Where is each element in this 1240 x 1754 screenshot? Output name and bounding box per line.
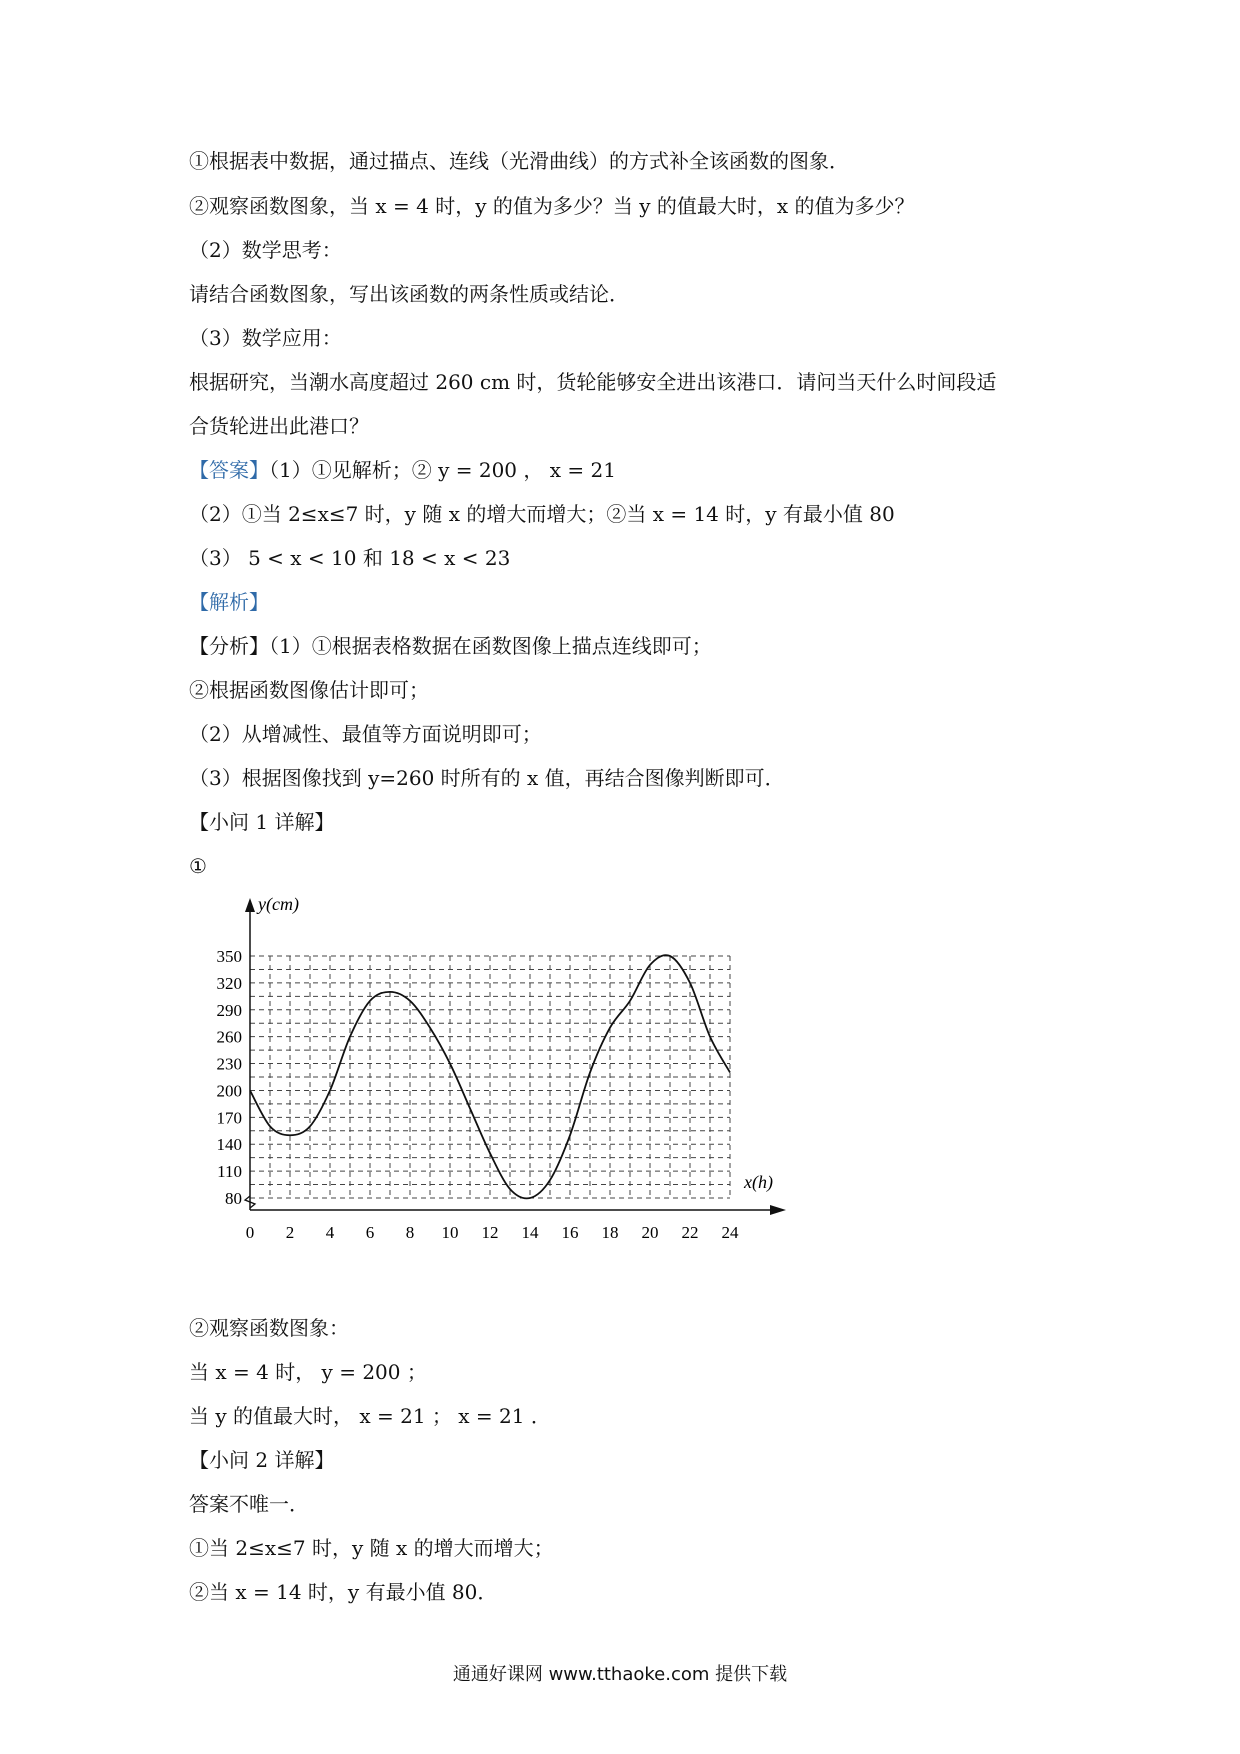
analysis-line-2: ②根据函数图像估计即可； [189,678,429,702]
after-chart-line-4: 【小问 2 详解】 [189,1448,335,1472]
x-tick-label: 14 [521,1223,539,1242]
answer-label: 【答案】 [189,458,269,482]
y-axis-arrow [245,898,255,912]
x-tick-label: 18 [601,1223,619,1242]
x-tick-label: 22 [681,1223,699,1242]
analysis-line-3: （2）从增减性、最值等方面说明即可； [189,722,542,746]
x-tick-label: 0 [245,1223,255,1242]
x-axis-arrow [770,1205,786,1215]
text-line-4: 请结合函数图象，写出该函数的两条性质或结论． [189,282,629,306]
x-tick-label: 8 [405,1223,415,1242]
x-tick-label: 12 [481,1223,499,1242]
after-chart-line-6: ①当 2≤x≤7 时，y 随 x 的增大而增大； [189,1536,554,1560]
y-axis-label: y(cm) [258,894,299,914]
after-chart-line-5: 答案不唯一． [189,1492,309,1516]
answer-part-2: （2）①当 2≤x≤7 时，y 随 x 的增大而增大；②当 x = 14 时，y 有最小值 80 [189,502,895,526]
text-line-1: ①根据表中数据，通过描点、连线（光滑曲线）的方式补全该函数的图象． [189,149,849,173]
x-tick-label: 24 [721,1223,739,1242]
analysis-line-1: 【分析】（1）①根据表格数据在函数图像上描点连线即可； [189,634,712,658]
analysis-line-6: ① [189,854,207,878]
after-chart-line-7: ②当 x = 14 时，y 有最小值 80． [189,1580,498,1604]
y-tick-label: 140 [216,1135,242,1155]
text-line-2: ②观察函数图象，当 x = 4 时，y 的值为多少？当 y 的值最大时，x 的值为多少？ [189,194,915,218]
answer-part-3: （3） 5 < x < 10 和 18 < x < 23 [189,546,511,570]
analysis-line-4: （3）根据图像找到 y=260 时所有的 x 值，再结合图像判断即可． [189,766,785,790]
x-tick-label: 2 [285,1223,295,1242]
y-tick-label: 320 [216,973,242,993]
text-line-6: 根据研究，当潮水高度超过 260 cm 时，货轮能够安全进出该港口．请问当天什么时间段适 [189,370,997,394]
after-chart-line-3: 当 y 的值最大时， x = 21 ； x = 21 ． [189,1404,551,1428]
x-tick-label: 4 [325,1223,335,1242]
y-tick-label: 230 [216,1054,242,1074]
text-line-7: 合货轮进出此港口？ [189,414,369,438]
x-tick-label: 16 [561,1223,579,1242]
x-tick-label: 20 [641,1223,659,1242]
analysis-line-5: 【小问 1 详解】 [189,810,335,834]
y-tick-label: 290 [216,1000,242,1020]
x-tick-label: 10 [441,1223,459,1242]
y-tick-label: 200 [216,1081,242,1101]
x-axis-label: x(h) [744,1172,773,1192]
answer-part-1: （1）①见解析；② y = 200 ， x = 21 [269,458,616,482]
after-chart-line-2: 当 x = 4 时， y = 200 ； [189,1360,427,1384]
answer-line-1 [189,456,616,484]
y-tick-label: 80 [225,1189,242,1208]
y-tick-label: 260 [216,1027,242,1047]
text-line-3: （2）数学思考： [189,238,342,262]
y-tick-label: 110 [217,1162,242,1182]
analysis-label: 【解析】 [189,590,269,614]
after-chart-line-1: ②观察函数图象： [189,1316,349,1340]
text-line-5: （3）数学应用： [189,326,342,350]
tide-chart [200,888,820,1248]
footer: 通通好课网 www.tthaoke.com 提供下载 [452,1664,788,1685]
x-tick-label: 6 [365,1223,375,1242]
y-tick-label: 170 [216,1108,242,1128]
y-tick-label: 350 [216,947,242,966]
